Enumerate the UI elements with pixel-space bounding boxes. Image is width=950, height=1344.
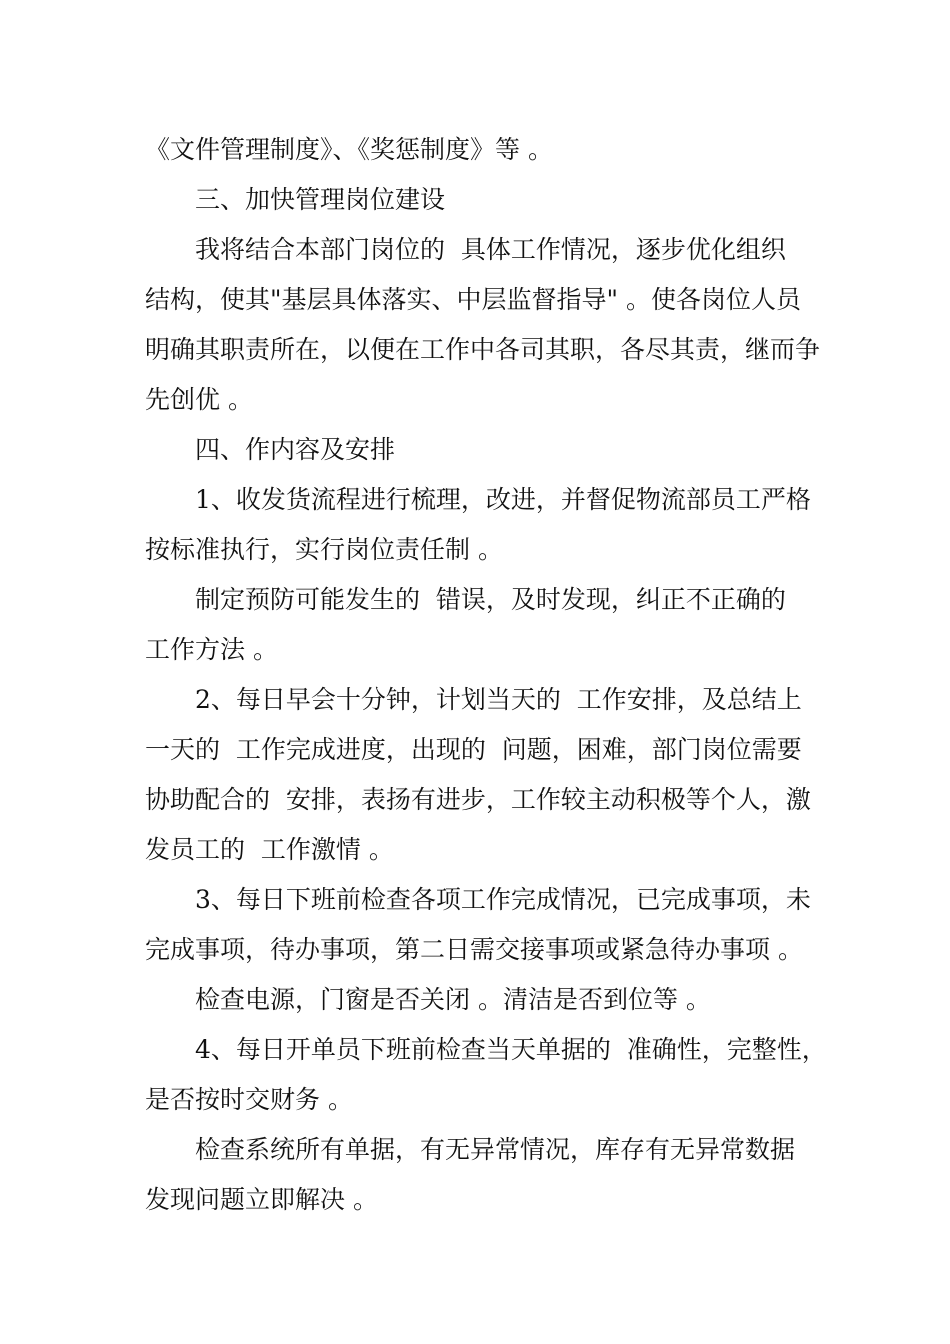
text-line: 发现问题立即解决 。 [145, 1185, 378, 1214]
text-line: 3、每日下班前检查各项工作完成情况，已完成事项，未 [195, 885, 811, 914]
text-line: 完成事项，待办事项，第二日需交接事项或紧急待办事项 。 [145, 935, 803, 964]
text-line: 按标准执行，实行岗位责任制 。 [145, 535, 503, 564]
text-line: 协助配合的 安排，表扬有进步，工作较主动积极等个人，激 [145, 785, 811, 814]
text-line: 是否按时交财务 。 [145, 1085, 353, 1114]
text-line: 检查系统所有单据，有无异常情况，库存有无异常数据 [195, 1135, 796, 1164]
text-line: 明确其职责所在，以便在工作中各司其职，各尽其责，继而争 [145, 335, 821, 364]
text-line: 1、收发货流程进行梳理，改进，并督促物流部员工严格 [195, 485, 811, 514]
text-line: 我将结合本部门岗位的 具体工作情况，逐步优化组织 [195, 235, 786, 264]
text-line: 制定预防可能发生的 错误，及时发现，纠正不正确的 [195, 585, 786, 614]
text-line: 《文件管理制度》、《奖惩制度》等 。 [145, 135, 553, 164]
text-line: 2、每日早会十分钟，计划当天的 工作安排，及总结上 [195, 685, 802, 714]
text-line: 一天的 工作完成进度，出现的 问题，困难，部门岗位需要 [145, 735, 802, 764]
section-heading: 四、作内容及安排 [195, 435, 396, 464]
text-line: 4、每日开单员下班前检查当天单据的 准确性，完整性， [195, 1035, 827, 1064]
text-line: 先创优 。 [145, 385, 253, 414]
text-line: 发员工的 工作激情 。 [145, 835, 394, 864]
text-line: 工作方法 。 [145, 635, 278, 664]
section-heading: 三、加快管理岗位建设 [195, 185, 446, 214]
text-line: 检查电源，门窗是否关闭 。清洁是否到位等 。 [195, 985, 711, 1014]
text-line: 结构，使其"基层具体落实、中层监督指导" 。使各岗位人员 [145, 285, 801, 314]
